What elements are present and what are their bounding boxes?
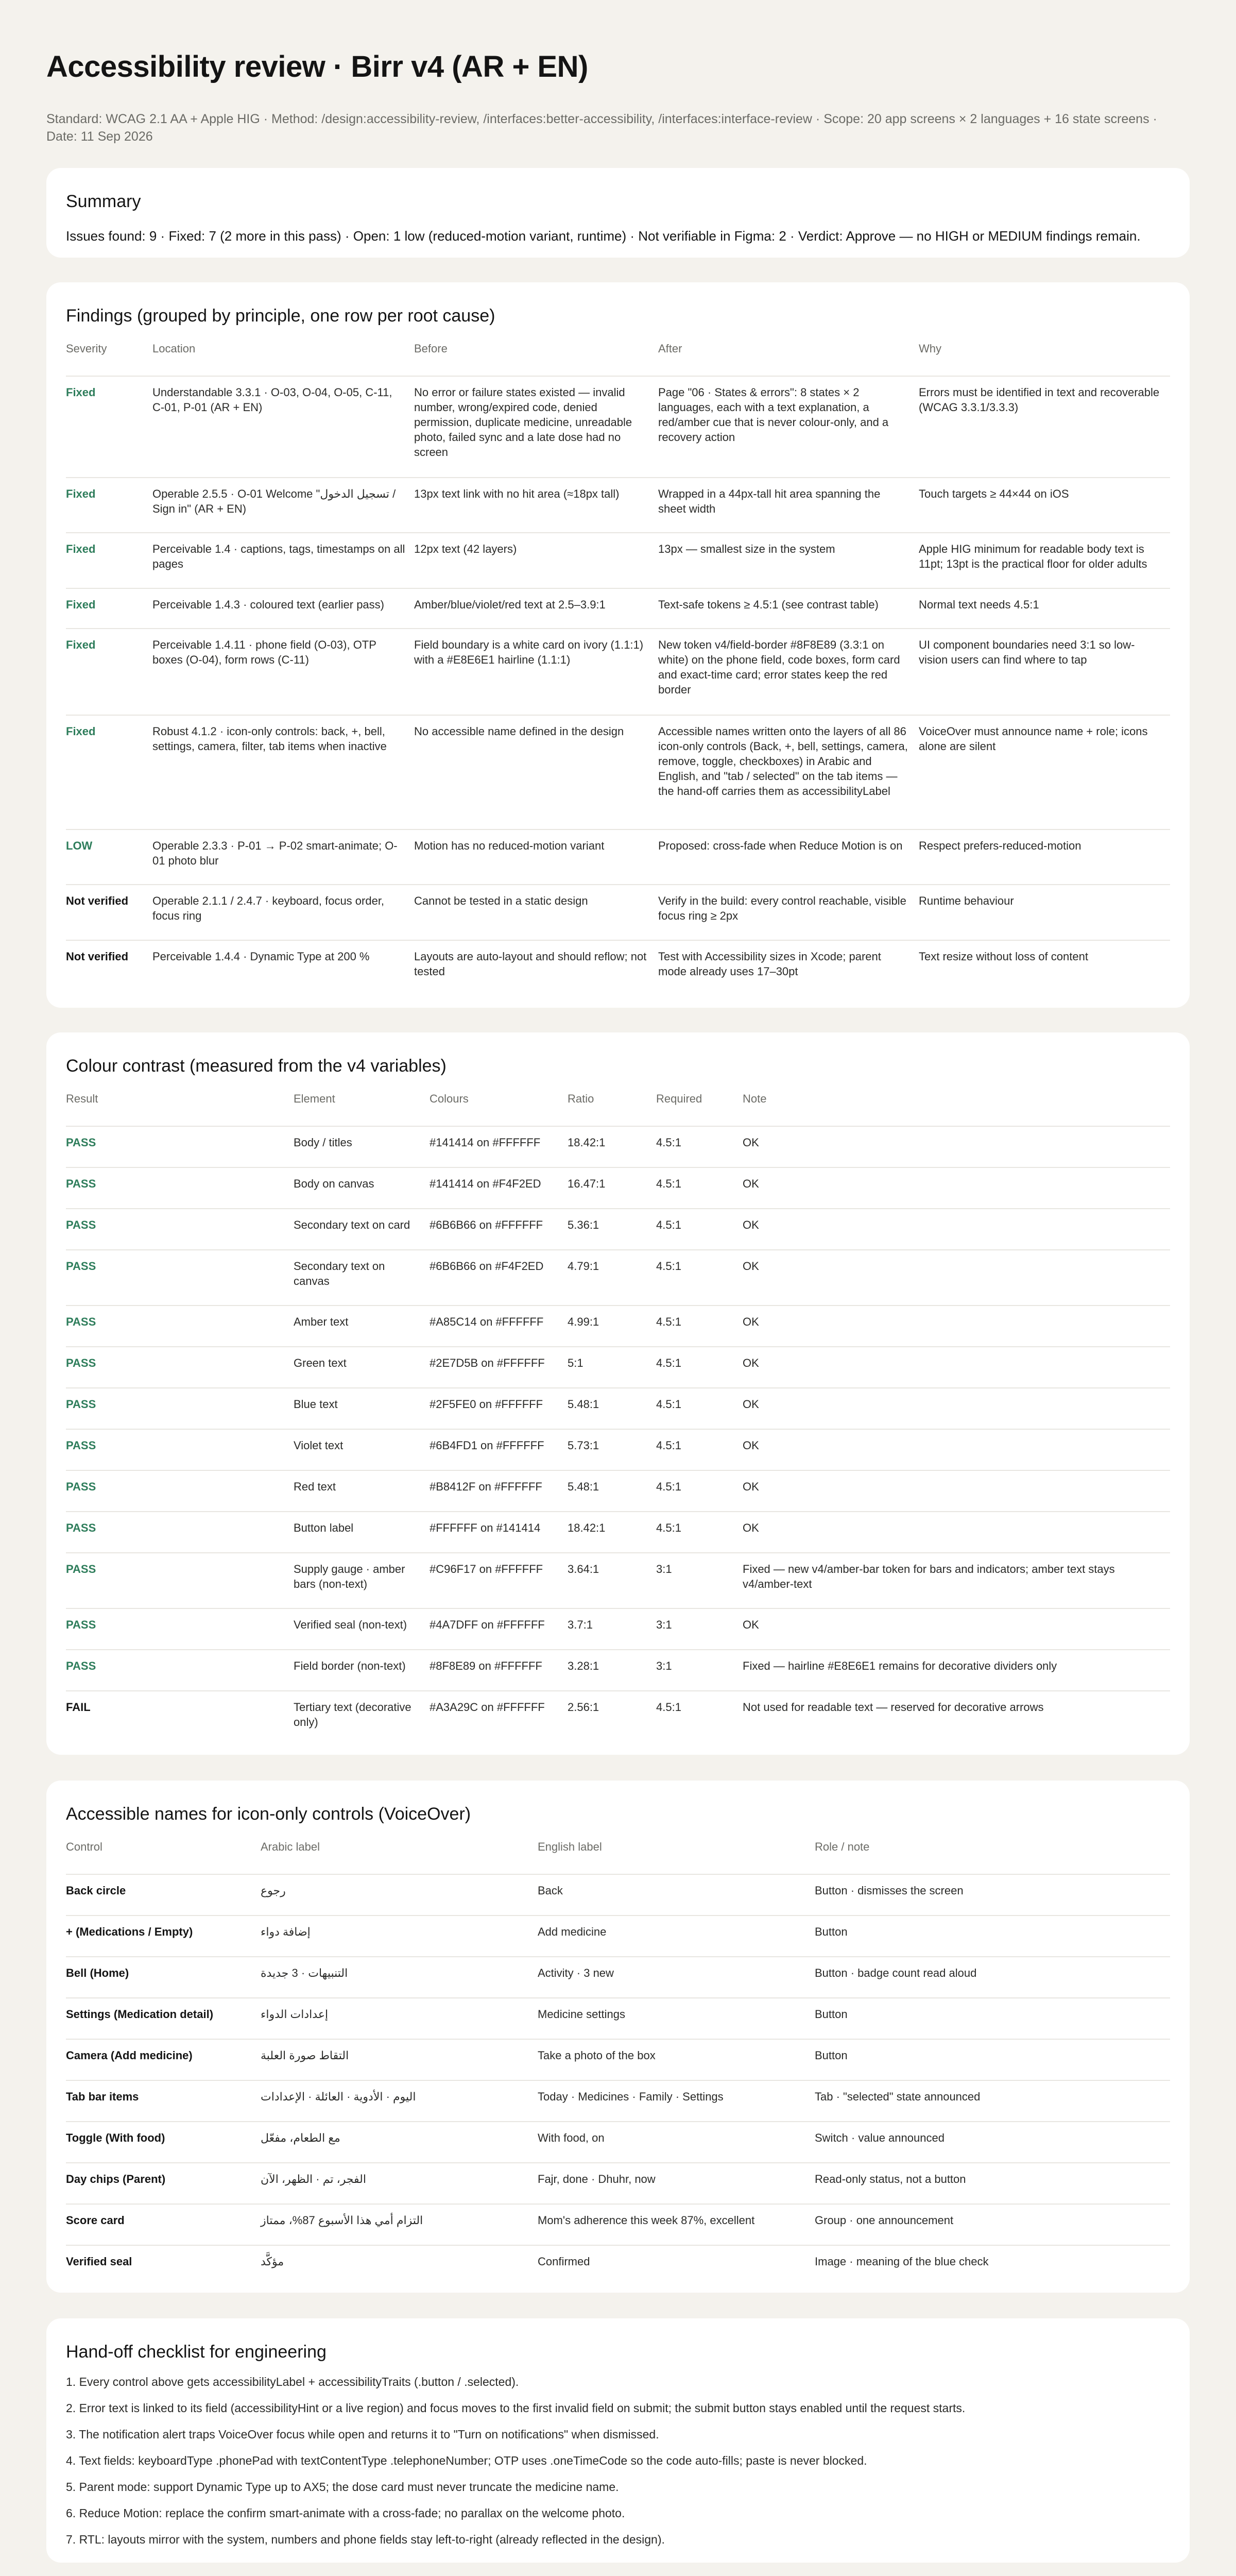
colours-cell: #FFFFFF on #141414	[430, 1512, 568, 1553]
table-row	[66, 2039, 1170, 2080]
ratio-cell: 4.79:1	[568, 1250, 656, 1306]
severity-badge: Fixed	[66, 629, 152, 715]
control-cell: + (Medications / Empty)	[66, 1916, 261, 1957]
result-badge: PASS	[66, 1429, 294, 1470]
summary-card	[46, 168, 1190, 258]
col-arabic-label: Arabic label	[261, 1840, 320, 1853]
colours-cell: #A85C14 on #FFFFFF	[430, 1306, 568, 1347]
note-cell: OK	[743, 1209, 1170, 1250]
colours-cell: #C96F17 on #FFFFFF	[430, 1553, 568, 1608]
page-title: Accessibility review · Birr v4 (AR + EN)	[46, 50, 588, 83]
col-result: Result	[66, 1092, 98, 1105]
role-cell: Group · one announcement	[815, 2204, 1170, 2245]
required-cell: 4.5:1	[656, 1209, 743, 1250]
arabic-label-cell: اليوم · الأدوية · العائلة · الإعدادات	[261, 2080, 538, 2122]
note-cell: OK	[743, 1167, 1170, 1209]
checklist	[66, 2374, 965, 2558]
result-badge: PASS	[66, 1250, 294, 1306]
english-label-cell: Activity · 3 new	[538, 1957, 815, 1998]
ratio-cell: 18.42:1	[568, 1512, 656, 1553]
checklist-card	[46, 2318, 1190, 2563]
contrast-table	[66, 1092, 1170, 1748]
col-after: After	[658, 342, 682, 355]
why-cell: Touch targets ≥ 44×44 on iOS	[919, 478, 1170, 533]
severity-badge: Fixed	[66, 588, 152, 629]
ratio-cell: 3.64:1	[568, 1553, 656, 1608]
why-cell: UI component boundaries need 3:1 so low-vision users can find where to tap	[919, 629, 1170, 715]
arabic-label-cell: مع الطعام، مفعّل	[261, 2122, 538, 2163]
table-row	[66, 1691, 1170, 1748]
col-colours: Colours	[430, 1092, 469, 1105]
role-cell: Tab · "selected" state announced	[815, 2080, 1170, 2122]
table-row	[66, 1388, 1170, 1429]
after-cell: Test with Accessibility sizes in Xcode; parent mode already uses 17–30pt	[658, 940, 919, 995]
element-cell: Button label	[294, 1512, 430, 1553]
before-cell: No error or failure states existed — invalid number, wrong/expired code, denied permission, duplicate medicine, unreadable photo, failed sync and a late dose had no screen	[414, 376, 658, 478]
element-cell: Field border (non-text)	[294, 1650, 430, 1691]
findings-header-row	[66, 342, 1170, 376]
control-cell: Score card	[66, 2204, 261, 2245]
col-required: Required	[656, 1092, 702, 1105]
role-cell: Button · badge count read aloud	[815, 1957, 1170, 1998]
contrast-card	[46, 1032, 1190, 1755]
table-row	[66, 1650, 1170, 1691]
control-cell: Toggle (With food)	[66, 2122, 261, 2163]
colours-cell: #8F8E89 on #FFFFFF	[430, 1650, 568, 1691]
table-row	[66, 629, 1170, 715]
col-why: Why	[919, 342, 941, 355]
element-cell: Body on canvas	[294, 1167, 430, 1209]
english-label-cell: Medicine settings	[538, 1998, 815, 2039]
control-cell: Camera (Add medicine)	[66, 2039, 261, 2080]
why-cell: Normal text needs 4.5:1	[919, 588, 1170, 629]
ratio-cell: 2.56:1	[568, 1691, 656, 1748]
result-badge: PASS	[66, 1608, 294, 1650]
table-row	[66, 885, 1170, 940]
colours-cell: #6B4FD1 on #FFFFFF	[430, 1429, 568, 1470]
note-cell: OK	[743, 1388, 1170, 1429]
element-cell: Body / titles	[294, 1126, 430, 1167]
control-cell: Settings (Medication detail)	[66, 1998, 261, 2039]
ratio-cell: 5.48:1	[568, 1470, 656, 1512]
ratio-cell: 16.47:1	[568, 1167, 656, 1209]
col-english-label: English label	[538, 1840, 602, 1853]
table-row	[66, 940, 1170, 995]
checklist-item: 3. The notification alert traps VoiceOver focus while open and returns it to "Turn on notifications" when dismissed.	[66, 2428, 659, 2441]
note-cell: Fixed — hairline #E8E6E1 remains for decorative dividers only	[743, 1650, 1170, 1691]
table-row	[66, 1209, 1170, 1250]
table-row	[66, 1608, 1170, 1650]
arabic-label-cell: التنبيهات · 3 جديدة	[261, 1957, 538, 1998]
required-cell: 4.5:1	[656, 1126, 743, 1167]
required-cell: 4.5:1	[656, 1429, 743, 1470]
col-note: Note	[743, 1092, 767, 1105]
control-cell: Tab bar items	[66, 2080, 261, 2122]
contrast-heading: Colour contrast (measured from the v4 variables)	[66, 1056, 447, 1076]
english-label-cell: Today · Medicines · Family · Settings	[538, 2080, 815, 2122]
location-cell: Understandable 3.3.1 · O-03, O-04, O-05, C-11, C-01, P-01 (AR + EN)	[152, 376, 414, 478]
arabic-label-cell: إضافة دواء	[261, 1916, 538, 1957]
note-cell: OK	[743, 1250, 1170, 1306]
role-cell: Button · dismisses the screen	[815, 1874, 1170, 1916]
element-cell: Amber text	[294, 1306, 430, 1347]
table-row	[66, 1429, 1170, 1470]
english-label-cell: With food, on	[538, 2122, 815, 2163]
element-cell: Green text	[294, 1347, 430, 1388]
severity-badge: Fixed	[66, 533, 152, 588]
colours-cell: #4A7DFF on #FFFFFF	[430, 1608, 568, 1650]
note-cell: Not used for readable text — reserved for decorative arrows	[743, 1691, 1170, 1748]
location-cell: Robust 4.1.2 · icon-only controls: back, +, bell, settings, camera, filter, tab items when inactive	[152, 715, 414, 829]
ratio-cell: 5:1	[568, 1347, 656, 1388]
location-cell: Perceivable 1.4.3 · coloured text (earlier pass)	[152, 588, 414, 629]
before-cell: Layouts are auto-layout and should reflow; not tested	[414, 940, 658, 995]
col-role-note: Role / note	[815, 1840, 870, 1853]
control-cell: Back circle	[66, 1874, 261, 1916]
table-row	[66, 376, 1170, 478]
result-badge: PASS	[66, 1167, 294, 1209]
findings-table	[66, 342, 1170, 995]
note-cell: OK	[743, 1429, 1170, 1470]
required-cell: 4.5:1	[656, 1250, 743, 1306]
control-cell: Verified seal	[66, 2245, 261, 2286]
required-cell: 4.5:1	[656, 1347, 743, 1388]
location-cell: Perceivable 1.4.11 · phone field (O-03), OTP boxes (O-04), form rows (C-11)	[152, 629, 414, 715]
control-cell: Day chips (Parent)	[66, 2163, 261, 2204]
ratio-cell: 3.28:1	[568, 1650, 656, 1691]
english-label-cell: Add medicine	[538, 1916, 815, 1957]
table-row	[66, 2122, 1170, 2163]
table-row	[66, 1167, 1170, 1209]
required-cell: 4.5:1	[656, 1306, 743, 1347]
after-cell: Wrapped in a 44px-tall hit area spanning the sheet width	[658, 478, 919, 533]
before-cell: Amber/blue/violet/red text at 2.5–3.9:1	[414, 588, 658, 629]
ratio-cell: 5.48:1	[568, 1388, 656, 1429]
ratio-cell: 5.36:1	[568, 1209, 656, 1250]
role-cell: Switch · value announced	[815, 2122, 1170, 2163]
colours-cell: #2E7D5B on #FFFFFF	[430, 1347, 568, 1388]
note-cell: OK	[743, 1608, 1170, 1650]
checklist-item: 2. Error text is linked to its field (accessibilityHint or a live region) and focus moves to the first invalid field on submit; the submit button stays enabled until the request starts.	[66, 2401, 966, 2415]
result-badge: PASS	[66, 1650, 294, 1691]
arabic-label-cell: رجوع	[261, 1874, 538, 1916]
col-before: Before	[414, 342, 448, 355]
english-label-cell: Fajr, done · Dhuhr, now	[538, 2163, 815, 2204]
after-cell: 13px — smallest size in the system	[658, 533, 919, 588]
note-cell: OK	[743, 1126, 1170, 1167]
after-cell: Text-safe tokens ≥ 4.5:1 (see contrast table)	[658, 588, 919, 629]
english-label-cell: Mom's adherence this week 87%, excellent	[538, 2204, 815, 2245]
checklist-item: 5. Parent mode: support Dynamic Type up to AX5; the dose card must never truncate the medicine name.	[66, 2480, 619, 2494]
required-cell: 4.5:1	[656, 1388, 743, 1429]
checklist-item: 4. Text fields: keyboardType .phonePad with textContentType .telephoneNumber; OTP uses .oneTimeCode so the code auto-fills; paste is never blocked.	[66, 2454, 867, 2467]
col-ratio: Ratio	[568, 1092, 594, 1105]
required-cell: 4.5:1	[656, 1691, 743, 1748]
table-row	[66, 715, 1170, 829]
before-cell: Field boundary is a white card on ivory (1.1:1) with a #E8E6E1 hairline (1.1:1)	[414, 629, 658, 715]
location-cell: Perceivable 1.4 · captions, tags, timestamps on all pages	[152, 533, 414, 588]
checklist-heading: Hand-off checklist for engineering	[66, 2342, 327, 2362]
contrast-header-row	[66, 1092, 1170, 1126]
table-row	[66, 1306, 1170, 1347]
severity-badge: Fixed	[66, 376, 152, 478]
english-label-cell: Confirmed	[538, 2245, 815, 2286]
table-row	[66, 1998, 1170, 2039]
why-cell: VoiceOver must announce name + role; icons alone are silent	[919, 715, 1170, 829]
table-row	[66, 1916, 1170, 1957]
summary-heading: Summary	[66, 192, 141, 211]
role-cell: Read-only status, not a button	[815, 2163, 1170, 2204]
result-badge: PASS	[66, 1553, 294, 1608]
after-cell: Accessible names written onto the layers of all 86 icon-only controls (Back, +, bell, settings, camera, remove, toggle, checkboxes) in Arabic and English, and "tab / selected" on the tab items — the hand-off carries them as accessibilityLabel	[658, 715, 919, 829]
arabic-label-cell: مؤكَّد	[261, 2245, 538, 2286]
checklist-item: 6. Reduce Motion: replace the confirm smart-animate with a cross-fade; no parallax on the welcome photo.	[66, 2506, 625, 2520]
review-meta: Standard: WCAG 2.1 AA + Apple HIG · Method: /design:accessibility-review, /interfaces:better-accessibility, /interfaces:interface-review · Scope: 20 app screens × 2 languages + 16 state screens · Date: 11 Sep 2026	[46, 112, 1157, 144]
table-row	[66, 1553, 1170, 1608]
after-cell: New token v4/field-border #8F8E89 (3.3:1 on white) on the phone field, code boxes, form card and exact-time card; error states keep the red border	[658, 629, 919, 715]
result-badge: PASS	[66, 1126, 294, 1167]
table-row	[66, 1470, 1170, 1512]
before-cell: Motion has no reduced-motion variant	[414, 829, 658, 885]
result-badge: PASS	[66, 1512, 294, 1553]
required-cell: 4.5:1	[656, 1470, 743, 1512]
names-table	[66, 1840, 1170, 2286]
table-row	[66, 2204, 1170, 2245]
why-cell: Errors must be identified in text and recoverable (WCAG 3.3.1/3.3.3)	[919, 376, 1170, 478]
before-cell: No accessible name defined in the design	[414, 715, 658, 829]
col-control: Control	[66, 1840, 102, 1853]
after-cell: Verify in the build: every control reachable, visible focus ring ≥ 2px	[658, 885, 919, 940]
english-label-cell: Back	[538, 1874, 815, 1916]
table-row	[66, 1126, 1170, 1167]
arabic-label-cell: التقاط صورة العلبة	[261, 2039, 538, 2080]
result-badge: PASS	[66, 1470, 294, 1512]
table-row	[66, 2245, 1170, 2286]
ratio-cell: 3.7:1	[568, 1608, 656, 1650]
role-cell: Button	[815, 1998, 1170, 2039]
colours-cell: #A3A29C on #FFFFFF	[430, 1691, 568, 1748]
summary-text: Issues found: 9 · Fixed: 7 (2 more in this pass) · Open: 1 low (reduced-motion variant, runtime) · Not verifiable in Figma: 2 · Verdict: Approve — no HIGH or MEDIUM findings remain.	[66, 228, 1141, 244]
colours-cell: #6B6B66 on #FFFFFF	[430, 1209, 568, 1250]
ratio-cell: 18.42:1	[568, 1126, 656, 1167]
note-cell: OK	[743, 1347, 1170, 1388]
element-cell: Blue text	[294, 1388, 430, 1429]
table-row	[66, 1347, 1170, 1388]
ratio-cell: 4.99:1	[568, 1306, 656, 1347]
findings-heading: Findings (grouped by principle, one row per root cause)	[66, 306, 495, 326]
table-row	[66, 478, 1170, 533]
result-badge: PASS	[66, 1388, 294, 1429]
arabic-label-cell: التزام أمي هذا الأسبوع 87%، ممتاز	[261, 2204, 538, 2245]
before-cell: Cannot be tested in a static design	[414, 885, 658, 940]
severity-badge: Not verified	[66, 940, 152, 995]
names-heading: Accessible names for icon-only controls (VoiceOver)	[66, 1804, 471, 1824]
table-row	[66, 588, 1170, 629]
location-cell: Perceivable 1.4.4 · Dynamic Type at 200 %	[152, 940, 414, 995]
colours-cell: #6B6B66 on #F4F2ED	[430, 1250, 568, 1306]
result-badge: FAIL	[66, 1691, 294, 1748]
required-cell: 4.5:1	[656, 1512, 743, 1553]
before-cell: 12px text (42 layers)	[414, 533, 658, 588]
location-cell: Operable 2.1.1 / 2.4.7 · keyboard, focus order, focus ring	[152, 885, 414, 940]
element-cell: Supply gauge · amber bars (non-text)	[294, 1553, 430, 1608]
why-cell: Runtime behaviour	[919, 885, 1170, 940]
note-cell: OK	[743, 1306, 1170, 1347]
result-badge: PASS	[66, 1347, 294, 1388]
element-cell: Violet text	[294, 1429, 430, 1470]
note-cell: OK	[743, 1512, 1170, 1553]
checklist-item: 1. Every control above gets accessibilityLabel + accessibilityTraits (.button / .selected).	[66, 2375, 519, 2388]
table-row	[66, 2080, 1170, 2122]
names-card	[46, 1781, 1190, 2293]
arabic-label-cell: إعدادات الدواء	[261, 1998, 538, 2039]
why-cell: Respect prefers-reduced-motion	[919, 829, 1170, 885]
why-cell: Apple HIG minimum for readable body text is 11pt; 13pt is the practical floor for older adults	[919, 533, 1170, 588]
result-badge: PASS	[66, 1209, 294, 1250]
table-row	[66, 1874, 1170, 1916]
names-header-row	[66, 1840, 1170, 1874]
control-cell: Bell (Home)	[66, 1957, 261, 1998]
colours-cell: #B8412F on #FFFFFF	[430, 1470, 568, 1512]
findings-card	[46, 282, 1190, 1008]
note-cell: OK	[743, 1470, 1170, 1512]
checklist-item: 7. RTL: layouts mirror with the system, numbers and phone fields stay left-to-right (already reflected in the design).	[66, 2533, 665, 2546]
arabic-label-cell: الفجر، تم · الظهر، الآن	[261, 2163, 538, 2204]
col-severity: Severity	[66, 342, 107, 355]
severity-badge: Fixed	[66, 478, 152, 533]
required-cell: 3:1	[656, 1650, 743, 1691]
english-label-cell: Take a photo of the box	[538, 2039, 815, 2080]
required-cell: 4.5:1	[656, 1167, 743, 1209]
colours-cell: #141414 on #F4F2ED	[430, 1167, 568, 1209]
severity-badge: Not verified	[66, 885, 152, 940]
table-row	[66, 1957, 1170, 1998]
note-cell: Fixed — new v4/amber-bar token for bars and indicators; amber text stays v4/amber-text	[743, 1553, 1170, 1608]
before-cell: 13px text link with no hit area (≈18px tall)	[414, 478, 658, 533]
element-cell: Red text	[294, 1470, 430, 1512]
role-cell: Image · meaning of the blue check	[815, 2245, 1170, 2286]
location-cell: Operable 2.3.3 · P-01 → P-02 smart-animate; O-01 photo blur	[152, 829, 414, 885]
after-cell: Page "06 · States & errors": 8 states × 2 languages, each with a text explanation, a red/amber cue that is never colour-only, and a recovery action	[658, 376, 919, 478]
after-cell: Proposed: cross-fade when Reduce Motion is on	[658, 829, 919, 885]
table-row	[66, 829, 1170, 885]
col-element: Element	[294, 1092, 335, 1105]
element-cell: Verified seal (non-text)	[294, 1608, 430, 1650]
role-cell: Button	[815, 1916, 1170, 1957]
severity-badge: LOW	[66, 829, 152, 885]
table-row	[66, 2163, 1170, 2204]
table-row	[66, 1512, 1170, 1553]
table-row	[66, 533, 1170, 588]
required-cell: 3:1	[656, 1553, 743, 1608]
severity-badge: Fixed	[66, 715, 152, 829]
colours-cell: #141414 on #FFFFFF	[430, 1126, 568, 1167]
element-cell: Tertiary text (decorative only)	[294, 1691, 430, 1748]
why-cell: Text resize without loss of content	[919, 940, 1170, 995]
result-badge: PASS	[66, 1306, 294, 1347]
col-location: Location	[152, 342, 196, 355]
table-row	[66, 1250, 1170, 1306]
location-cell: Operable 2.5.5 · O-01 Welcome "تسجيل الدخول / Sign in" (AR + EN)	[152, 478, 414, 533]
role-cell: Button	[815, 2039, 1170, 2080]
required-cell: 3:1	[656, 1608, 743, 1650]
element-cell: Secondary text on canvas	[294, 1250, 430, 1306]
colours-cell: #2F5FE0 on #FFFFFF	[430, 1388, 568, 1429]
element-cell: Secondary text on card	[294, 1209, 430, 1250]
ratio-cell: 5.73:1	[568, 1429, 656, 1470]
